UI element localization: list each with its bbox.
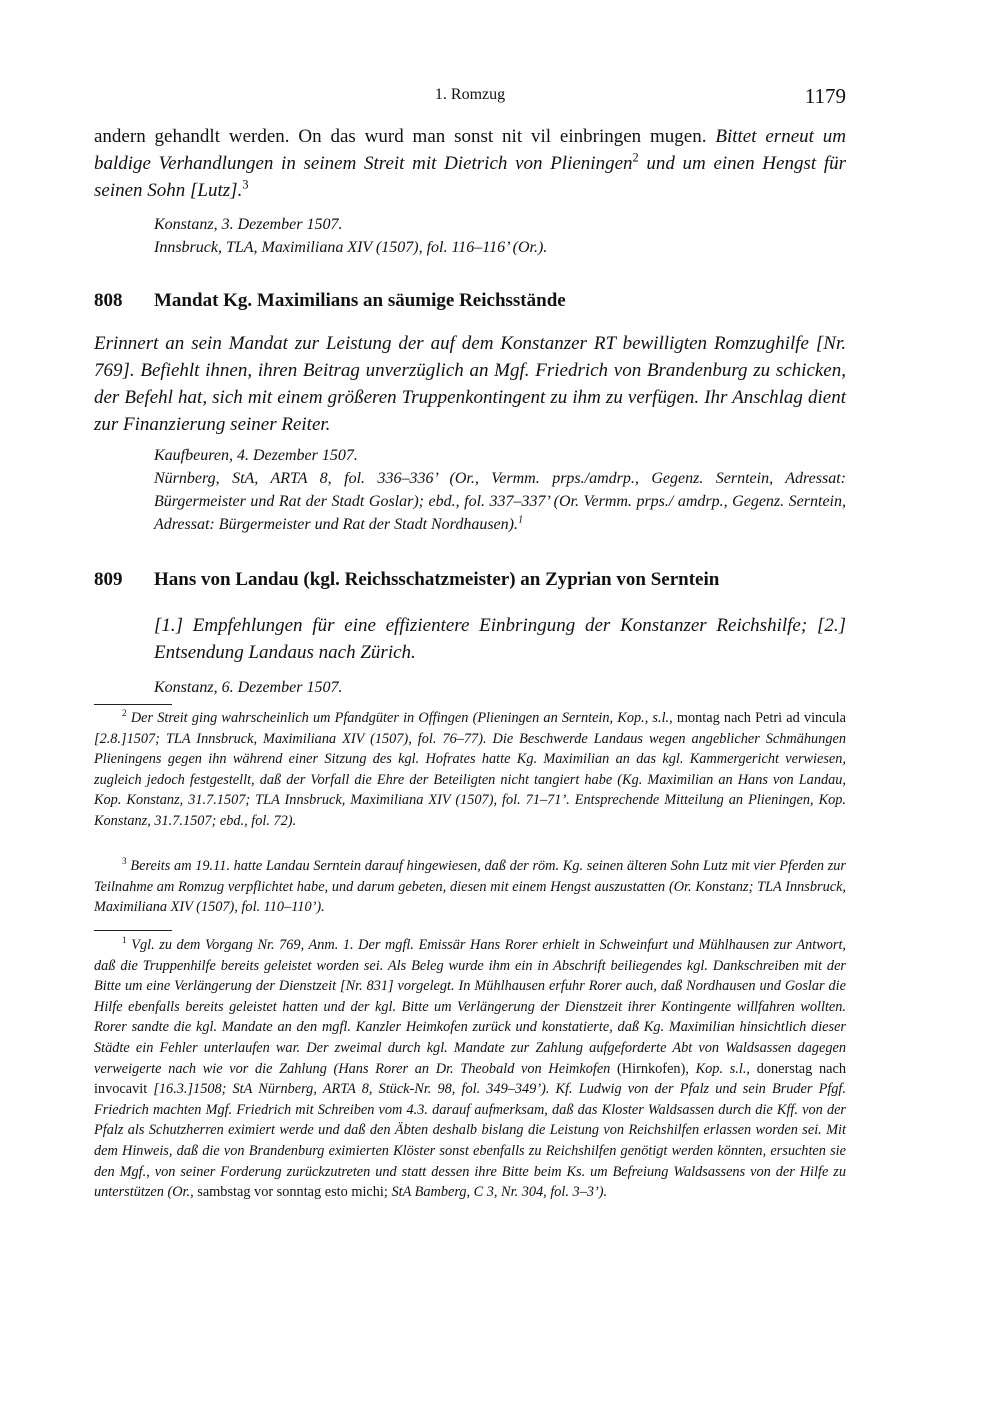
footnote-rule (94, 930, 172, 931)
footnote-text-italic: Vgl. zu dem Vorgang Nr. 769, Anm. 1. Der mgfl. Emissär Hans Rorer erhielt in Schweinfurt und Mühlhausen zur Antwort, daß die Truppenhilfe bereits geleistet worden sei. Als Beleg wurde ihm ein in Abschrift beiliegendes kgl. Dankschreiben mit der Bitte um eine Verlängerung der Dienstzeit [Nr. 831] vorgelegt. In Mühlhausen erfuhr Rorer auch, daß Nordhausen und Goslar die Hilfe ebenfalls bereits geleistet hatten und der kgl. Bitte um Verlängerung der Dienstzeit ihrer Kontingente willfahren wollten. Rorer sandte die kgl. Mandate an den mgfl. Kanzler Heimkofen zurück und konstatierte, daß Kg. Maximilian hinsichtlich dieser Städte ein Fehler unterlaufen war. Der zweimal durch kgl. Mandate zur Zahlung aufgeforderte Abt von Waldsassen dagegen verweigerte nach wie vor die Zahlung (Hans Rorer an Dr. Theobald von Heimkofen (94, 937, 846, 1077)
archival-source: Nürnberg, StA, ARTA 8, fol. 336–336’ (Or., Vermm. prps./amdrp., Gegenz. Serntein, Adressat: Bürgermeister und Rat der Stadt Goslar); ebd., fol. 337–337’ (Or. Vermm. prps./ amdrp., Gegenz. Serntein, Adressat: Bürgermeister und Rat der Stadt Nordhausen). (154, 470, 846, 533)
footnote-text-italic: [2.8.]1507; TLA Innsbruck, Maximiliana XIV (1507), fol. 76–77). Die Beschwerde Landaus wegen angeblicher Schmähungen Plieningens gegen ihn während einer Sitzung des kgl. Hofrates hatte Kg. Maximilian an das kgl. Kammergericht verwiesen, zugleich jedoch festgestellt, daß der Vorfall die Ehre der Beteiligten nicht tangiert habe (Kg. Maximilian an Hans von Landau, Kop. Konstanz, 31.7.1507; TLA Innsbruck, Maximiliana XIV (1507), fol. 71–71’. Entsprechende Mitteilung an Plieningen, Kop. Konstanz, 31.7.1507; ebd., fol. 72). (94, 730, 846, 829)
footnote-number: 2 (122, 709, 127, 720)
footnote-text-roman: montag nach Petri ad vincula (676, 710, 846, 726)
footnote-rule (94, 704, 172, 705)
place-date: Kaufbeuren, 4. Dezember 1507. (154, 447, 358, 464)
document-number: 809 (94, 569, 123, 590)
archival-source: Innsbruck, TLA, Maximiliana XIV (1507), fol. 116–116’ (Or.). (154, 239, 548, 256)
document-meta-808 (154, 444, 846, 536)
footnote-text-italic: [16.3.]1508; StA Nürnberg, ARTA 8, Stück-Nr. 98, fol. 349–349’). Kf. Ludwig von der Pfalz und sein Bruder Pfgf. Friedrich machten Mgf. Friedrich mit Schreiben vom 4.3. darauf aufmerksam, daß das Kloster Waldsassen durch die Kff. von der Pfalz als Schutzherren eximiert werde und daß den Äbten deshalb bislang die Leistung von Reichshilfen erlassen worden sei. Mit dem Hinweis, daß die von Brandenburg eximierten Klöster sonst ebenfalls zu Reichshilfen genötigt werden könnten, ersuchten sie den Mgf., von seiner Forderung zurückzutreten und statt dessen ihre Bitte beim Ks. um Befreiung Waldsassens von der Hilfe zu unterstützen (Or., (94, 1081, 846, 1201)
footnote-number: 1 (122, 936, 127, 947)
document-number: 808 (94, 290, 123, 311)
footnote-1 (94, 935, 846, 1203)
place-date: Konstanz, 3. Dezember 1507. (154, 216, 343, 233)
continuation-italic-2: und um einen Hengst für seinen Sohn [Lutz]. (94, 153, 846, 201)
document-title: Mandat Kg. Maximilians an säumige Reichsstände (154, 290, 566, 311)
document-title: Hans von Landau (kgl. Reichsschatzmeister) an Zyprian von Serntein (154, 569, 720, 590)
footnote-3 (94, 856, 846, 918)
running-head (94, 84, 846, 108)
footnote-text-italic: Der Streit ging wahrscheinlich um Pfandgüter in Offingen (Plieningen an Serntein, Kop., s.l., (130, 710, 673, 726)
footnote-text-roman: sambstag vor sonntag esto michi; (197, 1184, 388, 1201)
continuation-italic: Bittet erneut um baldige Verhandlungen in seinem Streit mit Dietrich von Plieningen (94, 126, 846, 174)
page-number: 1179 (804, 84, 846, 108)
continuation-meta (154, 213, 846, 259)
footnote-text-italic: Bereits am 19.11. hatte Landau Serntein darauf hingewiesen, daß der röm. Kg. seinen älteren Sohn Lutz mit vier Pferden zur Teilnahme am Romzug verpflichtet habe, und darum gebeten, diesen mit einem Hengst auszustatten (Or. Konstanz; TLA Innsbruck, Maximiliana XIV (1507), fol. 110–110’). (94, 858, 846, 916)
regest-809: [1.] Empfehlungen für eine effizientere Einbringung der Konstanzer Reichshilfe; [2.] Entsendung Landaus nach Zürich. (154, 615, 846, 663)
footnote-ref-3: 3 (242, 177, 249, 192)
document-heading-808 (94, 288, 846, 314)
footnote-number: 3 (122, 857, 127, 868)
footnote-2 (94, 708, 846, 832)
footnote-text-roman: (Hirnkofen), (617, 1060, 689, 1077)
document-heading-809 (94, 567, 846, 593)
place-date: Konstanz, 6. Dezember 1507. (154, 679, 343, 696)
footnote-text-italic: StA Bamberg, C 3, Nr. 304, fol. 3–3’). (391, 1184, 608, 1201)
footnote-text-italic: Kop. s.l., (695, 1060, 750, 1077)
regest-808: Erinnert an sein Mandat zur Leistung der auf dem Konstanzer RT bewilligten Romzughilfe [Nr. 769]. Befiehlt ihnen, ihren Beitrag unverzüglich an Mgf. Friedrich von Brandenburg zu schicken, der Befehl hat, sich mit einem größeren Truppenkontingent zu ihm zu verfügen. Ihr Anschlag dient zur Finanzierung seiner Reiter. (94, 333, 846, 435)
footnote-text-roman: donerstag nach invocavit (94, 1060, 846, 1098)
continuation-paragraph (94, 123, 846, 204)
footnote-ref-2: 2 (632, 150, 639, 165)
running-head-title: 1. Romzug (434, 86, 506, 103)
document-meta-809 (154, 676, 846, 699)
footnote-ref-1: 1 (517, 514, 524, 526)
continuation-roman: andern gehandlt werden. On das wurd man sonst nit vil einbringen mugen. (94, 126, 707, 147)
